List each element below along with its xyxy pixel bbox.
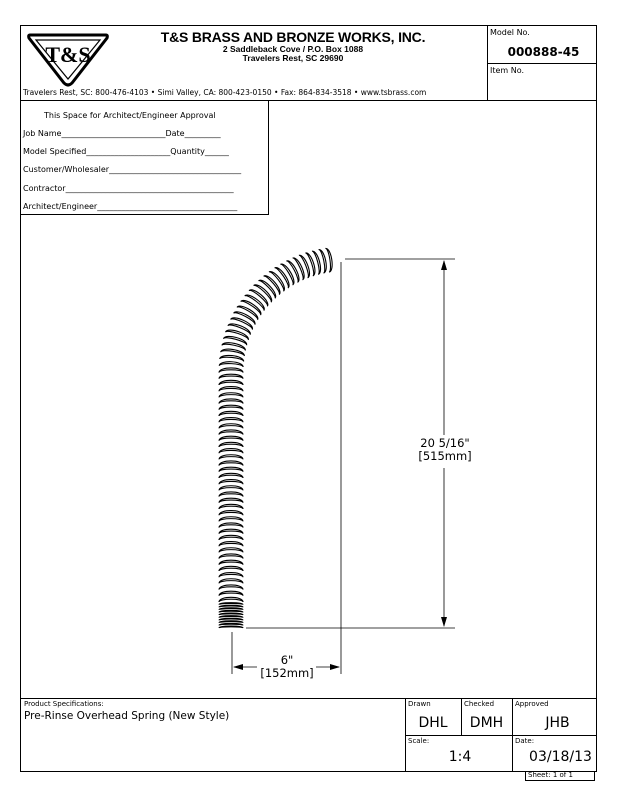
spring-coil xyxy=(219,573,243,578)
spring-coil xyxy=(226,330,249,340)
spring-coil xyxy=(219,548,243,553)
spring-coil xyxy=(219,585,243,590)
spring-coil xyxy=(219,430,243,435)
spring-coil xyxy=(219,610,243,612)
spring-coil xyxy=(219,621,243,623)
date-value: 03/18/13 xyxy=(529,749,592,765)
spring-coil xyxy=(219,618,243,620)
width-dimension xyxy=(247,654,327,680)
spring-coil xyxy=(219,529,243,534)
spring-coil xyxy=(219,374,243,379)
spring-coil xyxy=(219,535,243,540)
spring-coil xyxy=(219,436,243,441)
date-label: Date: xyxy=(515,737,535,745)
spring-coil xyxy=(219,498,243,503)
height-inches: 20 5/16" xyxy=(420,436,470,450)
width-inches: 6" xyxy=(280,653,294,667)
checked-value: DMH xyxy=(469,715,504,731)
spring-coil xyxy=(219,504,243,509)
spring-coil xyxy=(219,455,243,460)
svg-text:T&S: T&S xyxy=(45,42,91,67)
approved-value: JHB xyxy=(545,715,570,731)
spring-coil xyxy=(219,523,243,528)
drawn-label: Drawn xyxy=(408,700,431,708)
spring-coil xyxy=(219,467,243,472)
address-line-2: Travelers Rest, SC 29690 xyxy=(242,53,344,63)
spring-coil xyxy=(219,608,243,610)
spring-coil xyxy=(228,324,250,335)
approved-label: Approved xyxy=(515,700,549,708)
spring-coil xyxy=(219,554,243,559)
spec-label: Product Specifications: xyxy=(24,700,104,708)
spec-value: Pre-Rinse Overhead Spring (New Style) xyxy=(24,710,230,722)
width-mm: [152mm] xyxy=(260,666,314,680)
spring-coil xyxy=(219,424,243,429)
spring-coil xyxy=(219,405,243,410)
customer-field: Customer/Wholesaler_________________________________ xyxy=(23,165,242,174)
spring-coil xyxy=(219,449,243,454)
spring-coil xyxy=(219,603,243,605)
spring-coil xyxy=(219,591,243,596)
dimension-arrows xyxy=(233,260,447,670)
spring-coil xyxy=(219,362,243,367)
model-number: 000888-45 xyxy=(507,45,580,59)
spring-coil xyxy=(219,473,243,478)
scale-value: 1:4 xyxy=(448,749,472,765)
spring-coil xyxy=(219,517,243,522)
company-name: T&S BRASS AND BRONZE WORKS, INC. xyxy=(160,29,426,45)
spring-coil xyxy=(221,349,245,356)
height-dimension xyxy=(405,437,485,463)
spring-coil xyxy=(219,442,243,447)
model-specified-field: Model Specified_____________________Quantity______ xyxy=(23,147,229,156)
architect-field: Architect/Engineer___________________________________ xyxy=(23,202,238,211)
spring-coil xyxy=(219,399,243,404)
spring-coil xyxy=(219,492,243,497)
address-line-1: 2 Saddleback Cove / P.O. Box 1088 xyxy=(222,44,364,54)
spring-coil xyxy=(219,605,243,607)
spring-coil xyxy=(219,616,243,618)
spring-coil xyxy=(220,355,244,361)
spring-coil xyxy=(219,393,243,398)
spring-coil xyxy=(219,542,243,547)
checked-label: Checked xyxy=(464,700,495,708)
item-label: Item No. xyxy=(490,66,525,75)
job-name-field: Job Name__________________________Date_________ xyxy=(23,129,221,138)
spring-coil xyxy=(219,511,243,516)
approval-title: This Space for Architect/Engineer Approval xyxy=(44,111,216,120)
dimension-lines xyxy=(232,259,455,674)
model-label: Model No. xyxy=(490,28,530,37)
spring-coil xyxy=(219,613,243,615)
height-mm: [515mm] xyxy=(418,449,472,463)
sheet-number: Sheet: 1 of 1 xyxy=(525,771,595,781)
scale-label: Scale: xyxy=(408,737,430,745)
contractor-field: Contractor__________________________________________ xyxy=(23,184,234,193)
spring-coil xyxy=(219,387,243,392)
spring-coil xyxy=(219,566,243,571)
contact-line: Travelers Rest, SC: 800-476-4103 • Simi Valley, CA: 800-423-0150 • Fax: 864-834-3518 • www.tsbrass.com xyxy=(23,88,427,97)
spring-coils xyxy=(219,248,332,628)
spring-coil xyxy=(219,480,243,485)
spring-coil xyxy=(219,626,243,628)
spring-coil xyxy=(219,411,243,416)
spring-coil xyxy=(219,597,243,602)
spring-coil xyxy=(219,368,243,373)
spring-coil xyxy=(219,560,243,565)
drawn-value: DHL xyxy=(418,715,448,731)
spring-coil xyxy=(219,461,243,466)
spring-coil xyxy=(219,623,243,625)
spring-coil xyxy=(219,418,243,423)
spring-coil xyxy=(219,380,243,385)
spring-coil xyxy=(219,579,243,584)
spring-coil xyxy=(219,486,243,491)
